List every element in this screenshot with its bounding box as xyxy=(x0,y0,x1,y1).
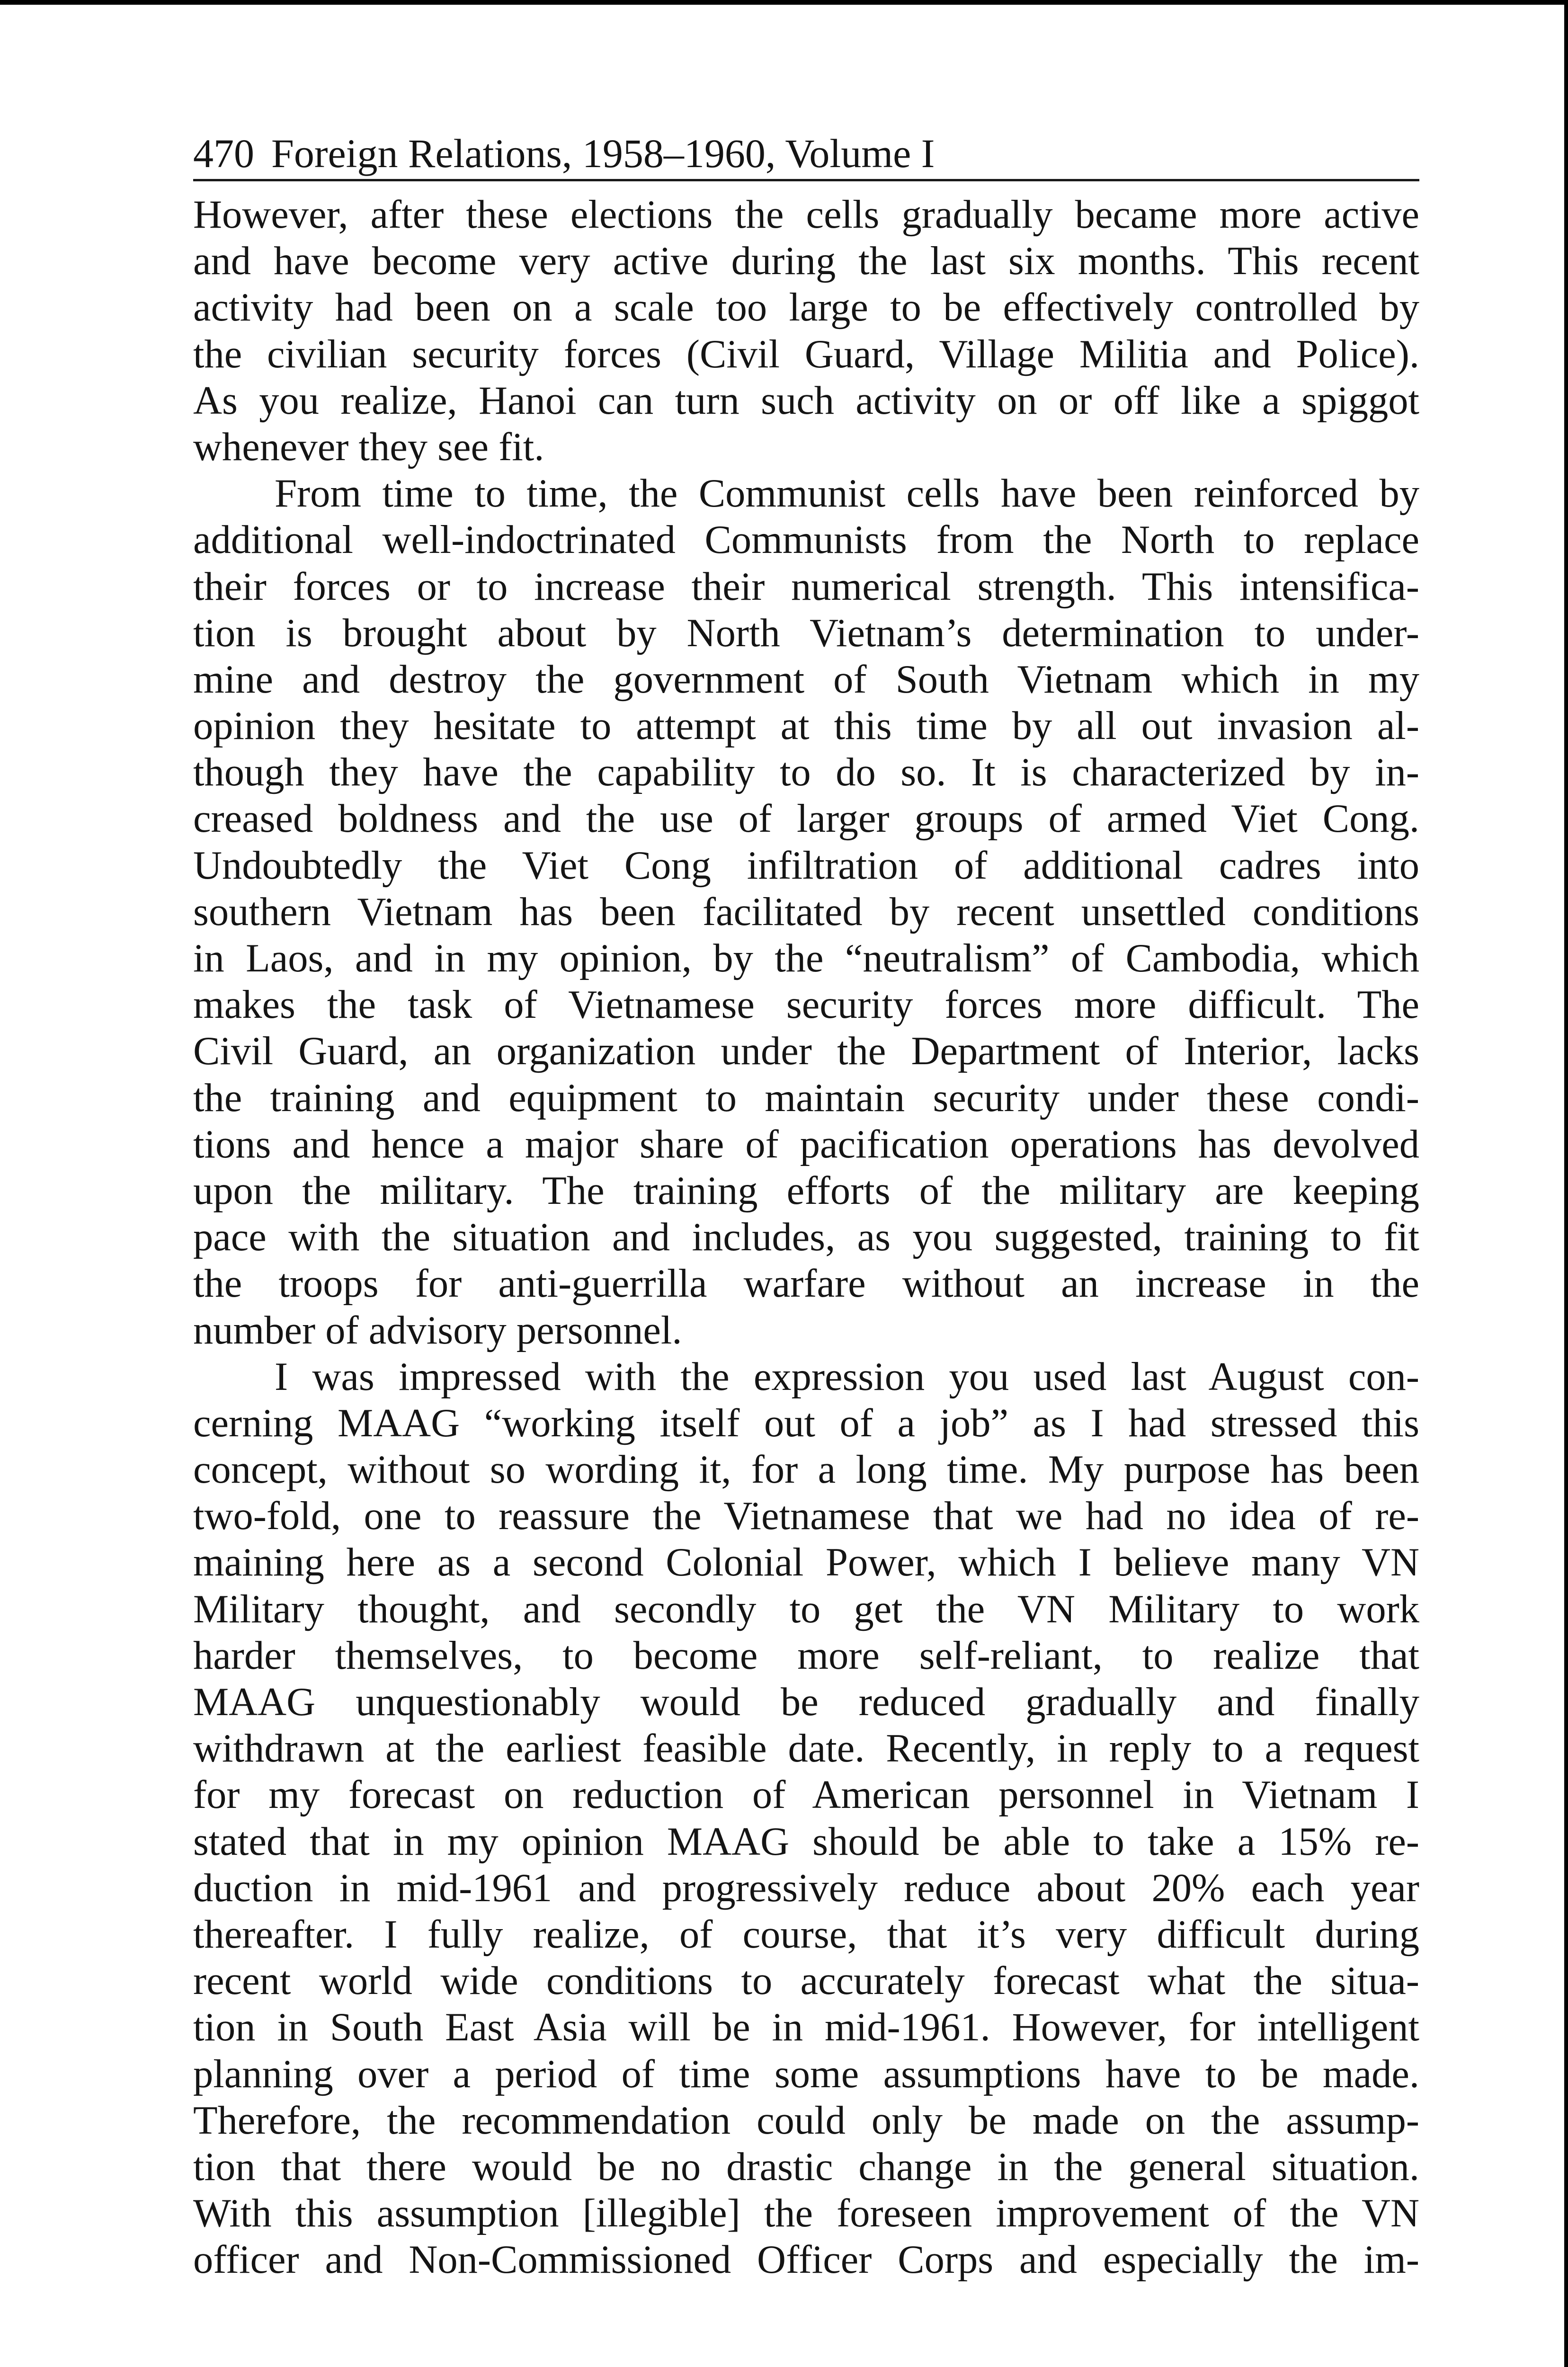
text-line: activity had been on a scale too large to be effectively controlled by xyxy=(193,285,1419,330)
scan-border-top xyxy=(0,0,1568,5)
text-line: the troops for anti-guerrilla warfare without an increase in the xyxy=(193,1262,1419,1306)
text-line: the civilian security forces (Civil Guard, Village Militia and Police). xyxy=(193,332,1419,376)
text-line: their forces or to increase their numerical strength. This intensifica- xyxy=(193,564,1419,609)
text-line: Undoubtedly the Viet Cong infiltration of additional cadres into xyxy=(193,843,1419,888)
text-line: As you realize, Hanoi can turn such activity on or off like a spiggot xyxy=(193,378,1419,423)
text-line: pace with the situation and includes, as you suggested, training to fit xyxy=(193,1215,1419,1260)
text-line: for my forecast on reduction of American personnel in Vietnam I xyxy=(193,1773,1419,1817)
paragraph-2 xyxy=(193,471,1419,1354)
text-line: Therefore, the recommendation could only be made on the assump- xyxy=(193,2098,1419,2143)
text-line: maining here as a second Colonial Power, which I believe many VN xyxy=(193,1540,1419,1585)
text-line: mine and destroy the government of South Vietnam which in my xyxy=(193,657,1419,702)
text-line: withdrawn at the earliest feasible date. Recently, in reply to a request xyxy=(193,1726,1419,1771)
text-line: I was impressed with the expression you used last August con- xyxy=(275,1354,1419,1399)
text-line: MAAG unquestionably would be reduced gradually and finally xyxy=(193,1680,1419,1724)
scan-border-right xyxy=(1564,0,1568,2367)
text-line: makes the task of Vietnamese security forces more difficult. The xyxy=(193,983,1419,1027)
text-line: whenever they see fit. xyxy=(193,425,544,469)
text-line: harder themselves, to become more self-reliant, to realize that xyxy=(193,1633,1419,1678)
text-line: southern Vietnam has been facilitated by recent unsettled conditions xyxy=(193,890,1419,934)
text-line: tion in South East Asia will be in mid-1961. However, for intelligent xyxy=(193,2005,1419,2050)
text-line: officer and Non-Commissioned Officer Corps and especially the im- xyxy=(193,2238,1419,2282)
text-line: tion that there would be no drastic change in the general situation. xyxy=(193,2145,1419,2189)
page-number: 470 xyxy=(193,131,254,176)
running-title: Foreign Relations, 1958–1960, Volume I xyxy=(271,131,935,176)
running-head xyxy=(193,128,1419,181)
paragraph-3 xyxy=(193,1354,1419,2284)
document-page xyxy=(193,128,1419,2283)
text-line: the training and equipment to maintain security under these condi- xyxy=(193,1076,1419,1120)
text-line: creased boldness and the use of larger groups of armed Viet Cong. xyxy=(193,797,1419,841)
text-line: opinion they hesitate to attempt at this time by all out invasion al- xyxy=(193,704,1419,748)
text-line: tion is brought about by North Vietnam’s determination to under- xyxy=(193,611,1419,655)
text-line: planning over a period of time some assumptions have to be made. xyxy=(193,2052,1419,2096)
text-line: stated that in my opinion MAAG should be able to take a 15% re- xyxy=(193,1819,1419,1864)
text-line: number of advisory personnel. xyxy=(193,1308,682,1353)
body-text xyxy=(193,192,1419,2283)
text-line: upon the military. The training efforts of the military are keeping xyxy=(193,1168,1419,1213)
text-line: thereafter. I fully realize, of course, that it’s very difficult during xyxy=(193,1912,1419,1957)
text-line: However, after these elections the cells gradually became more active xyxy=(193,193,1419,237)
text-line: Military thought, and secondly to get the VN Military to work xyxy=(193,1587,1419,1631)
text-line: recent world wide conditions to accurately forecast what the situa- xyxy=(193,1959,1419,2003)
text-line: duction in mid-1961 and progressively reduce about 20% each year xyxy=(193,1866,1419,1910)
text-line: in Laos, and in my opinion, by the “neutralism” of Cambodia, which xyxy=(193,936,1419,980)
text-line: and have become very active during the last six months. This recent xyxy=(193,239,1419,284)
text-line: additional well-indoctrinated Communists from the North to replace xyxy=(193,518,1419,562)
text-line: From time to time, the Communist cells have been reinforced by xyxy=(275,472,1419,516)
text-line: With this assumption [illegible] the foreseen improvement of the VN xyxy=(193,2191,1419,2236)
text-line: tions and hence a major share of pacification operations has devolved xyxy=(193,1122,1419,1166)
text-line: concept, without so wording it, for a long time. My purpose has been xyxy=(193,1448,1419,1492)
paragraph-1 xyxy=(193,192,1419,471)
text-line: cerning MAAG “working itself out of a job” as I had stressed this xyxy=(193,1401,1419,1445)
text-line: two-fold, one to reassure the Vietnamese that we had no idea of re- xyxy=(193,1494,1419,1539)
text-line: Civil Guard, an organization under the Department of Interior, lacks xyxy=(193,1029,1419,1074)
text-line: though they have the capability to do so. It is characterized by in- xyxy=(193,750,1419,795)
